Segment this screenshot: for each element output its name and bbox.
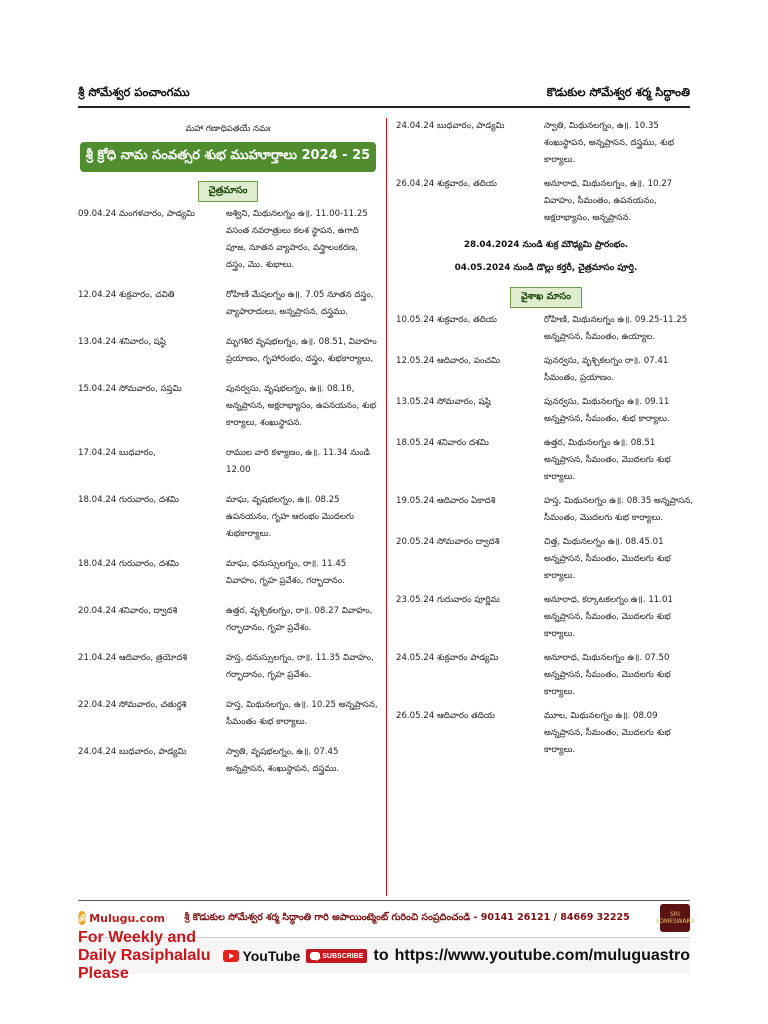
entry-date: 22.04.24 సోమవారం, చతుర్దశి	[78, 700, 187, 710]
entry-description: మృగశిర వృషభలగ్నం, ఉ॥. 08.51, వివాహం ప్రయాణం, గృహారంభం, దస్త్రం, శుభకార్యాలు,	[226, 337, 377, 364]
left-column	[78, 118, 378, 791]
subscribe-label: SUBSCRIBE	[322, 952, 364, 960]
muhurtham-entry	[78, 492, 378, 543]
muhurtham-entry	[396, 650, 696, 701]
entry-description: అనూరాధ, మిథునలగ్నం ఉ॥. 07.50 అన్నప్రాసన, సీమంతం, మొదలగు శుభ కార్యాలు.	[544, 653, 671, 697]
muhurtham-entry	[396, 353, 696, 387]
seal-logo: SRI SOMESWARA	[660, 904, 690, 932]
muhurtham-entry	[396, 493, 696, 527]
entry-date: 15.04.24 సోమవారం, సప్తమి	[78, 384, 182, 394]
entry-date: 24.04.24 బుధవారం, పాడ్యమి	[396, 121, 505, 131]
entry-date: 17.04.24 బుధవారం,	[78, 448, 156, 458]
entry-description: హస్త, ధనుస్సులగ్నం, రా॥. 11.35 వివాహం, గర్భాదానం, గృహ ప్రవేశం.	[226, 653, 374, 680]
entry-description: రాముల వారి కళ్యాణం, ఉ॥. 11.34 నుండి 12.00	[226, 448, 370, 475]
youtube-banner[interactable]	[78, 929, 690, 982]
entry-date: 24.04.24 బుధవారం, పాడ్యమి	[78, 747, 187, 757]
page-header	[78, 80, 690, 102]
entry-date: 13.05.24 సోమవారం, షష్ఠి	[396, 397, 491, 407]
muhurtham-entry	[396, 312, 696, 346]
entry-description: పునర్వసు, వృశ్చికలగ్నం రా॥. 07.41 సీమంతం, ప్రయాణం.	[544, 356, 669, 383]
entry-date: 20.05.24 సోమవారం ద్వాదశి	[396, 537, 500, 547]
entry-description: హస్త, మిథునలగ్నం, ఉ॥. 10.25 అన్నప్రాసన, సీమంతం శుభ కార్యాలు.	[226, 700, 378, 727]
note-kartari: 04.05.2024 నుండి డొల్లు కర్తరీ, చైత్రమాసం పూర్తి.	[454, 263, 638, 273]
entry-description: రోహిణి మేషలగ్నం ఉ॥. 7.05 నూతన దస్త్రం, వ్యాపారాదులు, అన్నప్రాసన, దస్త్రము.	[226, 290, 374, 317]
youtube-url-link[interactable]: https://www.youtube.com/muluguastro	[394, 947, 690, 964]
entry-description: ఉత్తర, మిథునలగ్నం ఉ॥. 08.51 అన్నప్రాసన, సీమంతం, మొదలగు శుభ కార్యాలు.	[544, 438, 671, 482]
youtube-logo-text: YouTube	[242, 948, 301, 964]
entry-date: 21.04.24 ఆదివారం, త్రయోదశి	[78, 653, 188, 663]
entry-date: 24.05.24 శుక్రవారం పాడ్యమి	[396, 653, 499, 663]
column-divider	[386, 118, 387, 896]
entry-description: మాఘ, ధనుస్సులగ్నం, రా॥. 11.45 వివాహం, గృహ ప్రవేశం, గర్భాదానం.	[226, 559, 347, 586]
right-entry-list-bottom	[396, 312, 696, 759]
subscribe-play-icon	[310, 952, 320, 960]
muhurtham-entry	[396, 708, 696, 759]
entry-date: 26.04.24 శుక్రవారం, తదియ	[396, 179, 497, 189]
entry-date: 18.05.24 శనివారం దశమి	[396, 438, 489, 448]
entry-date: 18.04.24 గురువారం, దశమి	[78, 495, 179, 505]
footer-rule	[78, 900, 690, 901]
youtube-logo[interactable]	[223, 948, 300, 964]
entry-description: మూల, మిథునలగ్నం ఉ॥. 08.09 అన్నప్రాసన, సీమంతం, మొదలగు శుభ కార్యాలు.	[544, 711, 671, 755]
subscribe-button[interactable]	[306, 949, 367, 963]
muhurtham-entry	[396, 394, 696, 428]
entry-date: 20.04.24 శనివారం, ద్వాదశి	[78, 606, 178, 616]
entry-description: అనూరాధ, మిథునలగ్నం, ఉ॥. 10.27 వివాహం, సీమంతం, ఉపనయనం, అక్షరాభ్యాసం, అన్నప్రాసన.	[544, 179, 673, 223]
contact-line: శ్రీ కొడుకుల సోమేశ్వర శర్మ సిద్ధాంతి గారి అపాయింట్మెంట్ గురించి సంప్రదించండి - 90141 26121 / 84669 32225	[184, 911, 630, 923]
muhurtham-entry	[78, 206, 378, 274]
muhurtham-entry	[78, 445, 378, 479]
muhurtham-entry	[396, 592, 696, 643]
banner-title: శ్రీ క్రోధి నామ సంవత్సర శుభ ముహూర్తాలు 2024 - 25	[80, 142, 376, 172]
muhurtham-entry	[78, 603, 378, 637]
entry-description: ఉత్తర, వృశ్చికలగ్నం, రా॥. 08.27 వివాహం, గర్భాదానం, గృహ ప్రవేశం.	[226, 606, 373, 633]
muhurtham-entry	[78, 697, 378, 731]
header-right-author: కొడుకుల సోమేశ్వర శర్మ సిద్ధాంతి	[546, 85, 690, 99]
entry-description: రోహిణి, మిథునలగ్నం ఉ॥. 09.25-11.25 అన్నప్రాసన, సీమంతం, ఉయ్యాల.	[544, 315, 688, 342]
invocation: మహా గణాధిపతయే నమః	[185, 124, 271, 134]
muhurtham-entry	[396, 534, 696, 585]
play-icon	[223, 950, 239, 962]
muhurtham-entry	[396, 176, 696, 227]
entry-description: మాఘ, వృషభలగ్నం, ఉ॥. 08.25 ఉపనయనం, గృహ ఆరంభం మొదలగు శుభకార్యాలు.	[226, 495, 354, 539]
entry-description: పునర్వసు, వృషభలగ్నం, ఉ॥. 08.16, అన్నప్రాసన, అక్షరాభ్యాసం, ఉపనయనం, శుభ కార్యాలు, శంఖుస్థాపన.	[226, 384, 377, 428]
entry-date: 10.05.24 శుక్రవారం, తదియ	[396, 315, 497, 325]
entry-date: 09.04.24 మంగళవారం, పాడ్యమి	[78, 209, 196, 219]
muhurtham-entry	[396, 118, 696, 169]
muhurtham-entry	[78, 334, 378, 368]
entry-description: స్వాతి, మిథునలగ్నం, ఉ॥. 10.35 శంఖుస్థాపన, అన్నప్రాసన, దస్త్రము, శుభ కార్యాలు.	[544, 121, 675, 165]
youtube-to-text: to	[373, 947, 389, 964]
entry-date: 13.04.24 శనివారం, షష్ఠి	[78, 337, 166, 347]
entry-date: 26.05.24 ఆదివారం తదియ	[396, 711, 495, 721]
month-heading-chaitra: చైత్రమాసం	[198, 181, 259, 202]
muhurtham-entry	[78, 381, 378, 432]
muhurtham-entry	[78, 744, 378, 778]
entry-description: చిత్త, మిథునలగ్నం ఉ॥. 08.45.01 అన్నప్రాసన, సీమంతం, మొదలగు శుభ కార్యాలు.	[544, 537, 671, 581]
muhurtham-entry	[396, 435, 696, 486]
note-shukra-moudhyami: 28.04.2024 నుండి శుక్ర మౌఢ్యమి ప్రారంభం.	[463, 240, 629, 250]
entry-date: 18.04.24 గురువారం, దశమి	[78, 559, 179, 569]
entry-description: అనూరాధ, కర్కాటకలగ్నం ఉ॥. 11.01 అన్నప్రాసన, సీమంతం, మొదలగు శుభ కార్యాలు.	[544, 595, 673, 639]
youtube-lead-text: For Weekly and Daily Rasiphalalu Please	[78, 929, 211, 982]
muhurtham-entry	[78, 556, 378, 590]
header-left-title: శ్రీ సోమేశ్వర పంచాంగము	[78, 85, 190, 99]
mulugu-logo[interactable]	[78, 911, 166, 925]
header-rule	[78, 106, 690, 108]
entry-date: 23.05.24 గురువారం పూర్ణిమ	[396, 595, 500, 605]
entry-description: స్వాతి, వృషభలగ్నం, ఉ॥. 07.45 అన్నప్రాసన, శంఖుస్థాపన, దస్త్రము.	[226, 747, 340, 774]
muhurtham-entry	[78, 650, 378, 684]
entry-description: హస్త, మిథునలగ్నం ఉ॥. 08.35 అన్నప్రాసన, సీమంతం, మొదలగు శుభ కార్యాలు.	[544, 496, 693, 523]
entry-description: పునర్వసు, మిథునలగ్నం ఉ॥. 09.11 అన్నప్రాసన, సీమంతం, శుభ కార్యాలు.	[544, 397, 670, 424]
month-heading-vaishakha: వైశాఖ మాసం	[510, 287, 582, 308]
om-icon: ॐ	[78, 911, 86, 925]
right-column	[396, 118, 696, 766]
logo-text: Mulugu.com	[89, 911, 166, 925]
muhurtham-entry	[78, 287, 378, 321]
entry-date: 19.05.24 ఆదివారం ఏకాదశి	[396, 496, 496, 506]
entry-description: అశ్విని, మిథునలగ్నం ఉ॥. 11.00-11.25 వసంత నవరాత్రులు కలశ స్థాపన, ఉగాది పూజ, నూతన వ్యాపారం, వస్త్రాలంకరణ, దస్త్రం, మొ. శుభాలు.	[226, 209, 368, 270]
entry-date: 12.05.24 ఆదివారం, పంచమి	[396, 356, 500, 366]
right-entry-list-top	[396, 118, 696, 227]
entry-date: 12.04.24 శుక్రవారం, చవితి	[78, 290, 175, 300]
left-entry-list	[78, 206, 378, 778]
